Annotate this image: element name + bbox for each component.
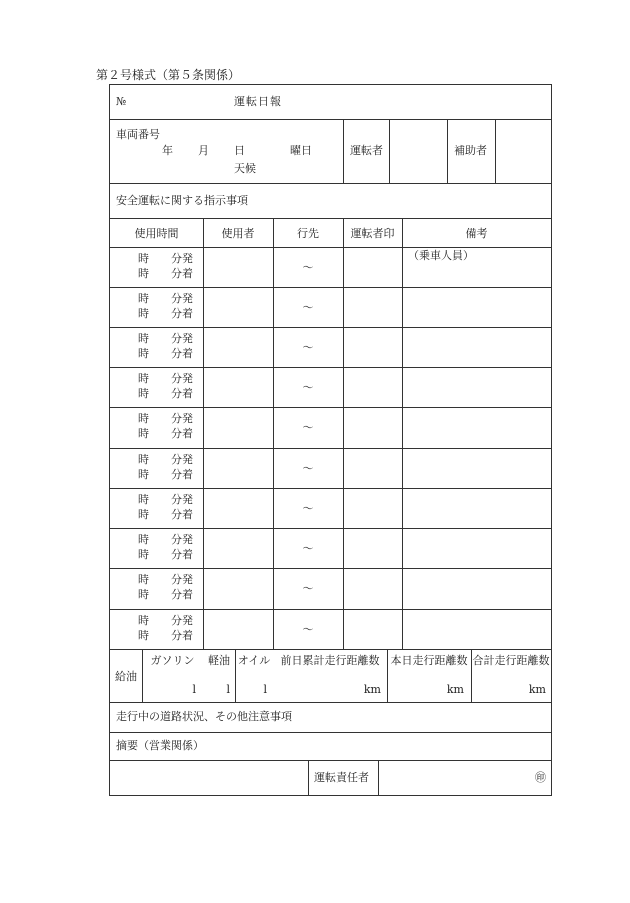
gasoline-unit: l xyxy=(192,683,196,696)
destination-tilde: 〜 xyxy=(302,582,314,595)
oil-unit: l xyxy=(263,683,267,696)
table-row xyxy=(110,568,551,608)
form-title: 運転日報 xyxy=(234,95,282,108)
arrival-time: 時 分着 xyxy=(138,307,193,320)
destination-tilde: 〜 xyxy=(302,301,314,314)
today-distance-label: 本日走行距離数 xyxy=(390,654,468,667)
destination-tilde: 〜 xyxy=(302,542,314,555)
departure-time: 時 分発 xyxy=(138,252,193,265)
total-distance-label: 合計走行距離数 xyxy=(472,654,550,667)
departure-time: 時 分発 xyxy=(138,533,193,546)
arrival-time: 時 分着 xyxy=(138,387,193,400)
form-caption: 第２号様式（第５条関係） xyxy=(96,68,241,82)
departure-time: 時 分発 xyxy=(138,453,193,466)
destination-tilde: 〜 xyxy=(302,381,314,394)
vehicle-number-label: 車両番号 xyxy=(116,128,160,141)
destination-tilde: 〜 xyxy=(302,502,314,515)
fuel-label: 給油 xyxy=(115,670,137,683)
col-user: 使用者 xyxy=(221,227,255,240)
manager-label: 運転責任者 xyxy=(314,771,369,784)
passenger-count-label: （乗車人員） xyxy=(408,249,474,262)
table-row xyxy=(110,327,551,367)
date-year: 年 xyxy=(162,144,173,157)
road-notes-label: 走行中の道路状況、その他注意事項 xyxy=(116,710,292,723)
destination-tilde: 〜 xyxy=(302,261,314,274)
date-month: 月 xyxy=(198,144,209,157)
departure-time: 時 分発 xyxy=(138,412,193,425)
daily-driving-report-form xyxy=(109,84,552,796)
col-remarks: 備考 xyxy=(465,227,488,240)
col-driver-seal: 運転者印 xyxy=(350,227,395,240)
light-oil-unit: l xyxy=(226,683,230,696)
seal-mark: ㊞ xyxy=(535,771,546,784)
summary-label: 摘要（営業関係） xyxy=(116,739,204,752)
destination-tilde: 〜 xyxy=(302,421,314,434)
prev-total-unit: km xyxy=(363,683,381,696)
destination-tilde: 〜 xyxy=(302,462,314,475)
date-day: 日 xyxy=(234,144,245,157)
table-row xyxy=(110,287,551,327)
col-destination: 行先 xyxy=(297,227,319,240)
departure-time: 時 分発 xyxy=(138,332,193,345)
arrival-time: 時 分着 xyxy=(138,588,193,601)
driver-label: 運転者 xyxy=(350,144,383,157)
safety-instructions-label: 安全運転に関する指示事項 xyxy=(116,194,248,207)
oil-label: オイル xyxy=(237,654,271,667)
table-row xyxy=(110,407,551,447)
gasoline-label: ガソリン xyxy=(150,654,195,667)
table-row xyxy=(110,609,551,649)
departure-time: 時 分発 xyxy=(138,493,193,506)
departure-time: 時 分発 xyxy=(138,292,193,305)
table-row xyxy=(110,488,551,528)
arrival-time: 時 分着 xyxy=(138,267,193,280)
table-row xyxy=(110,367,551,407)
number-label: № xyxy=(116,95,127,108)
departure-time: 時 分発 xyxy=(138,372,193,385)
arrival-time: 時 分着 xyxy=(138,548,193,561)
arrival-time: 時 分着 xyxy=(138,347,193,360)
arrival-time: 時 分着 xyxy=(138,508,193,521)
departure-time: 時 分発 xyxy=(138,614,193,627)
table-row xyxy=(110,448,551,488)
destination-tilde: 〜 xyxy=(302,623,314,636)
total-unit: km xyxy=(528,683,546,696)
prev-total-distance-label: 前日累計走行距離数 xyxy=(280,654,380,667)
arrival-time: 時 分着 xyxy=(138,629,193,642)
arrival-time: 時 分着 xyxy=(138,427,193,440)
arrival-time: 時 分着 xyxy=(138,468,193,481)
light-oil-label: 軽油 xyxy=(208,654,230,667)
departure-time: 時 分発 xyxy=(138,573,193,586)
weekday-label: 曜日 xyxy=(290,144,312,157)
weather-label: 天候 xyxy=(234,162,256,175)
assistant-label: 補助者 xyxy=(454,144,487,157)
today-unit: km xyxy=(446,683,464,696)
table-row xyxy=(110,528,551,568)
table-row xyxy=(110,247,551,287)
destination-tilde: 〜 xyxy=(302,341,314,354)
col-time: 使用時間 xyxy=(134,227,179,240)
